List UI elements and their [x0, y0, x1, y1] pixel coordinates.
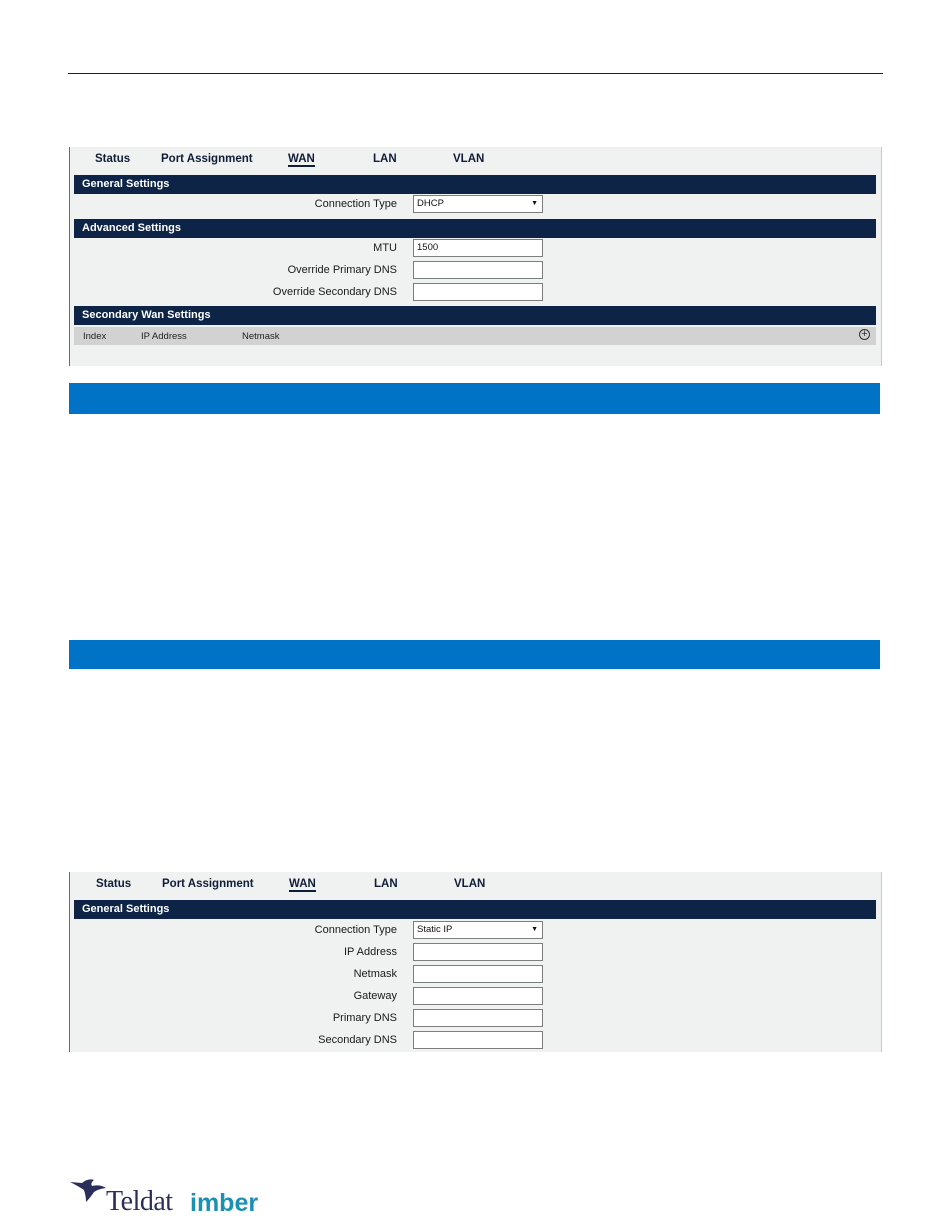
override-primary-dns-input[interactable]: [413, 261, 543, 279]
add-secondary-wan-button[interactable]: [859, 329, 870, 340]
secondary-dns-input[interactable]: [413, 1031, 543, 1049]
override-secondary-dns-label: Override Secondary DNS: [272, 286, 397, 298]
connection-type-select[interactable]: [413, 195, 543, 213]
secondary-wan-settings-header: Secondary Wan Settings: [74, 306, 876, 325]
blue-section-bar-2: [69, 640, 880, 669]
secondary-wan-table-header: [74, 327, 876, 345]
primary-dns-input[interactable]: [413, 1009, 543, 1027]
override-secondary-dns-input[interactable]: [413, 283, 543, 301]
connection-type-value: DHCP: [417, 198, 444, 209]
tab-lan[interactable]: LAN: [374, 878, 398, 890]
connection-type-row: [70, 195, 881, 215]
connection-type-select[interactable]: [413, 921, 543, 939]
logo-imber: imber: [190, 1189, 259, 1217]
tab-status[interactable]: Status: [96, 878, 132, 890]
general-settings-header: General Settings: [74, 175, 876, 194]
connection-type-label: Connection Type: [314, 198, 397, 210]
column-ip-address: IP Address: [141, 331, 187, 342]
hummingbird-icon: [68, 1174, 108, 1204]
general-settings-header: General Settings: [74, 900, 876, 919]
connection-type-value: Static IP: [417, 924, 453, 935]
primary-dns-row: [70, 1009, 881, 1029]
logo-teldat: Teldat: [106, 1186, 173, 1217]
header-rule: [68, 73, 883, 74]
mtu-row: [70, 239, 881, 259]
override-primary-dns-label: Override Primary DNS: [287, 264, 397, 276]
ip-address-label: IP Address: [344, 946, 397, 958]
netmask-row: [70, 965, 881, 985]
ip-address-input[interactable]: [413, 943, 543, 961]
blue-section-bar-1: [69, 383, 880, 414]
tab-wan[interactable]: WAN: [288, 153, 315, 165]
tab-status[interactable]: Status: [95, 153, 131, 165]
primary-dns-label: Primary DNS: [332, 1012, 397, 1024]
column-netmask: Netmask: [242, 331, 280, 342]
mtu-label: MTU: [373, 242, 397, 254]
tab-wan[interactable]: WAN: [289, 878, 316, 890]
tab-bar: [70, 872, 881, 900]
dropdown-caret-icon: ▼: [531, 926, 538, 933]
override-secondary-dns-row: [70, 283, 881, 303]
tab-vlan[interactable]: VLAN: [454, 878, 486, 890]
gateway-label: Gateway: [353, 990, 397, 1002]
secondary-dns-row: [70, 1031, 881, 1051]
netmask-label: Netmask: [353, 968, 397, 980]
column-index: Index: [83, 331, 107, 342]
mtu-input[interactable]: 1500: [413, 239, 543, 257]
tab-port-assignment[interactable]: Port Assignment: [162, 878, 254, 890]
connection-type-row: [70, 921, 881, 941]
tab-lan[interactable]: LAN: [373, 153, 397, 165]
tab-bar: [70, 147, 881, 175]
connection-type-label: Connection Type: [314, 924, 397, 936]
override-primary-dns-row: [70, 261, 881, 281]
tab-port-assignment[interactable]: Port Assignment: [161, 153, 253, 165]
secondary-dns-label: Secondary DNS: [318, 1034, 397, 1046]
gateway-input[interactable]: [413, 987, 543, 1005]
plus-icon: +: [861, 328, 868, 340]
advanced-settings-header: Advanced Settings: [74, 219, 876, 238]
netmask-input[interactable]: [413, 965, 543, 983]
gateway-row: [70, 987, 881, 1007]
ip-address-row: [70, 943, 881, 963]
tab-vlan[interactable]: VLAN: [453, 153, 485, 165]
dropdown-caret-icon: ▼: [531, 200, 538, 207]
wan-static-panel: [69, 872, 882, 1052]
teldat-imber-logo: [68, 1172, 268, 1220]
wan-dhcp-panel: [69, 147, 882, 366]
